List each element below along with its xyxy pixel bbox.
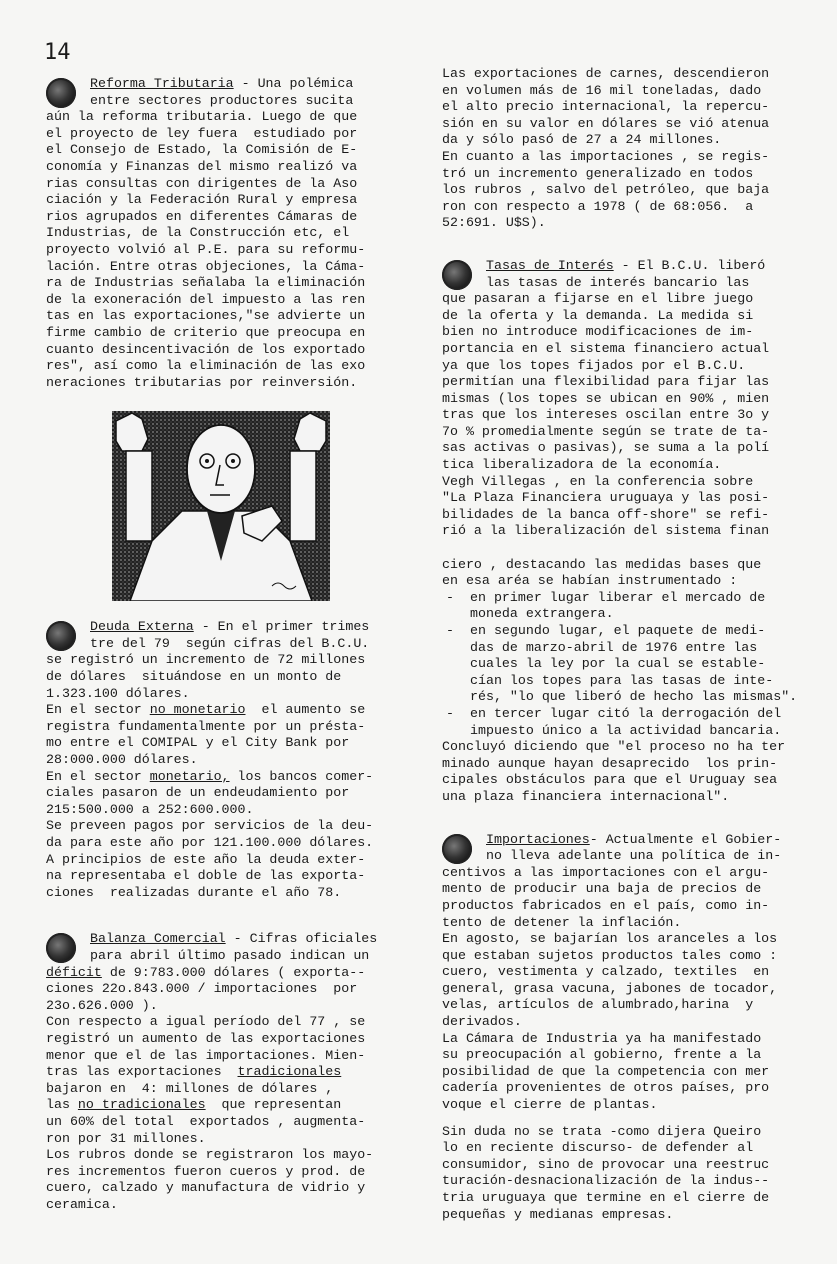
section-deuda-externa [46, 619, 406, 901]
export-continuation: Las exportaciones de carnes, descendieron en volumen más de 16 mil toneladas, dado el alto precio internacional, la repercu- sión en su valor en dólares se vió atenua da y sólo pasó de 27 a 24 millones. En cuanto a las importaciones , se regis- tró un incremento generalizado en todos los rubros , salvo del petróleo, que baja ron con respecto a 1978 ( de 68:056. a 52:691. U$S). [442, 66, 770, 231]
reforma-body: aún la reforma tributaria. Luego de que el proyecto de ley fuera estudiado por el Consejo de Estado, la Comisión de E- conomía y Finanzas del mismo realizó va rias consultas con dirigentes de la Aso ciación y la Federación Rural y empresa rios agrupados en diferentes Cámaras de Industrias, de la Construcción etc, el proyecto volvió al P.E. para su reformu- lación. Entre otras objeciones, la Cáma- ra de Industrias señalaba la eliminación de la exoneración del impuesto a las ren tas en las exportaciones,"se advierte un firme cambio de criterio que preocupa en cuanto desincentivación de los exportado res", así como la eliminación de las exo neraciones tributarias por reinversión. [46, 109, 366, 390]
left-column [46, 76, 406, 1227]
section-importaciones [442, 832, 802, 1224]
cartoon-man-hands-up-illustration [112, 411, 330, 601]
deuda-body: se registró un incremento de 72 millones de dólares situándose en un monto de 1.323.100 dólares. En el sector no monetario el aumento se registra fundamentalmente por un présta- mo entre el COMIPAL y el City Bank por 28:000.000 dólares. En el sector monetario, los bancos comer- ciales pasaron de un endeudamiento por 215:500.000 a 252:600.000. Se preveen pagos por servicios de la deu- da para este año por 121.100.000 dólares. A principios de este año la deuda exter- na representaba el doble de las exporta- ciones realizadas durante el año 78. [46, 652, 374, 900]
balanza-heading: Balanza Comercial [90, 931, 226, 947]
page-number: 14 [44, 40, 71, 65]
reforma-lead: Reforma Tributaria - Una polémica entre sectores productores sucita [90, 76, 354, 108]
tasas-closing: Concluyó diciendo que "el proceso no ha ter minado aunque hayan desaprecido los prin- cipales obstáculos para que el Uruguay sea una plaza financiera internacional". [442, 739, 786, 804]
right-column [442, 66, 802, 1237]
globe-bullet-icon [442, 834, 472, 864]
importaciones-body: centivos a las importaciones con el argu- mento de producir una baja de precios de productos fabricados en el país, como in- tento de detener la inflación. En agosto, se bajarían los aranceles a los que estaban sujetos productos tales como : cuero, vestimenta y calzado, textiles en general, grasa vacuna, jabones de tocador, velas, artículos de alumbrado,harina y derivados. La Cámara de Industria ya ha manifestado su preocupación al gobierno, frente a la posibilidad de que la competencia con mer cadería provenientes de otros países, pro voque el cierre de plantas. [442, 864, 778, 1113]
globe-bullet-icon [442, 260, 472, 290]
reforma-heading: Reforma Tributaria [90, 76, 234, 91]
section-reforma-tributaria [46, 76, 406, 391]
importaciones-heading: Importaciones [486, 831, 590, 847]
balanza-body: déficit de 9:783.000 dólares ( exporta-- ciones 22o.843.000 / importaciones por 23o.626.000 ). Con respecto a igual período del 77 , se registró un aumento de las exportaciones menor que el de las importaciones. Mien- tras las exportaciones tradicionales bajaron en 4: millones de dólares , las no tradicionales que representan un 60% del total exportados , augmenta- ron por 31 millones. Los rubros donde se registraron los mayo- res incrementos fueron cueros y prod. de cuero, calzado y manufactura de vidrio y ceramica. [46, 964, 374, 1212]
tasas-body: que pasaran a fijarse en el libre juego de la oferta y la demanda. La medida si bien no introduce modificaciones de im- portancia en el sistema financiero actual ya que los topes fijados por el B.C.U. permitían una flexibilidad para fijar las mismas (los topes se ubican en 90% , mien tras que los intereses oscilan entre 3o y 7o % promedialmente según se trate de ta- sas activas o pasivas), se suma a la polí tica liberalizadora de la economía. Vegh Villegas , en la conferencia sobre "La Plaza Financiera uruguaya y las posi- bilidades de la banca off-shore" se refi- rió a la liberalización del sistema finan ciero , destacando las medidas bases que en esa aréa se habían instrumentado : [442, 291, 770, 589]
section-balanza-comercial [46, 931, 406, 1213]
deuda-heading: Deuda Externa [90, 619, 194, 635]
tasas-heading: Tasas de Interés [486, 257, 614, 273]
tasas-list [442, 590, 802, 739]
list-item: - en primer lugar liberar el mercado de moneda extrangera. [442, 590, 802, 623]
importaciones-lead: Importaciones- Actualmente el Gobier- no lleva adelante una política de in- [486, 831, 782, 864]
globe-bullet-icon [46, 78, 76, 108]
balanza-lead: Balanza Comercial - Cifras oficiales para abril último pasado indican un [90, 931, 378, 963]
importaciones-closing: Sin duda no se trata -como dijera Queiro lo en reciente discurso- de defender al consumidor, sino de provocar una reestruc turación-desnacionalización de la indus-- tria uruguaya que termine en el cierre de pequeñas y medianas empresas. [442, 1123, 770, 1222]
list-item: - en segundo lugar, el paquete de medi- das de marzo-abril de 1976 entre las cuales la ley por la cual se estable- cían los topes para las tasas de inte- rés, "lo que liberó de hecho las mismas". [442, 623, 802, 706]
list-item: - en tercer lugar citó la derrogación del impuesto único a la actividad bancaria. [442, 706, 802, 739]
section-tasas-interes [442, 258, 802, 806]
tasas-lead: Tasas de Interés - El B.C.U. liberó las tasas de interés bancario las [486, 257, 766, 290]
deuda-lead: Deuda Externa - En el primer trimes tre del 79 según cifras del B.C.U. [90, 619, 370, 651]
